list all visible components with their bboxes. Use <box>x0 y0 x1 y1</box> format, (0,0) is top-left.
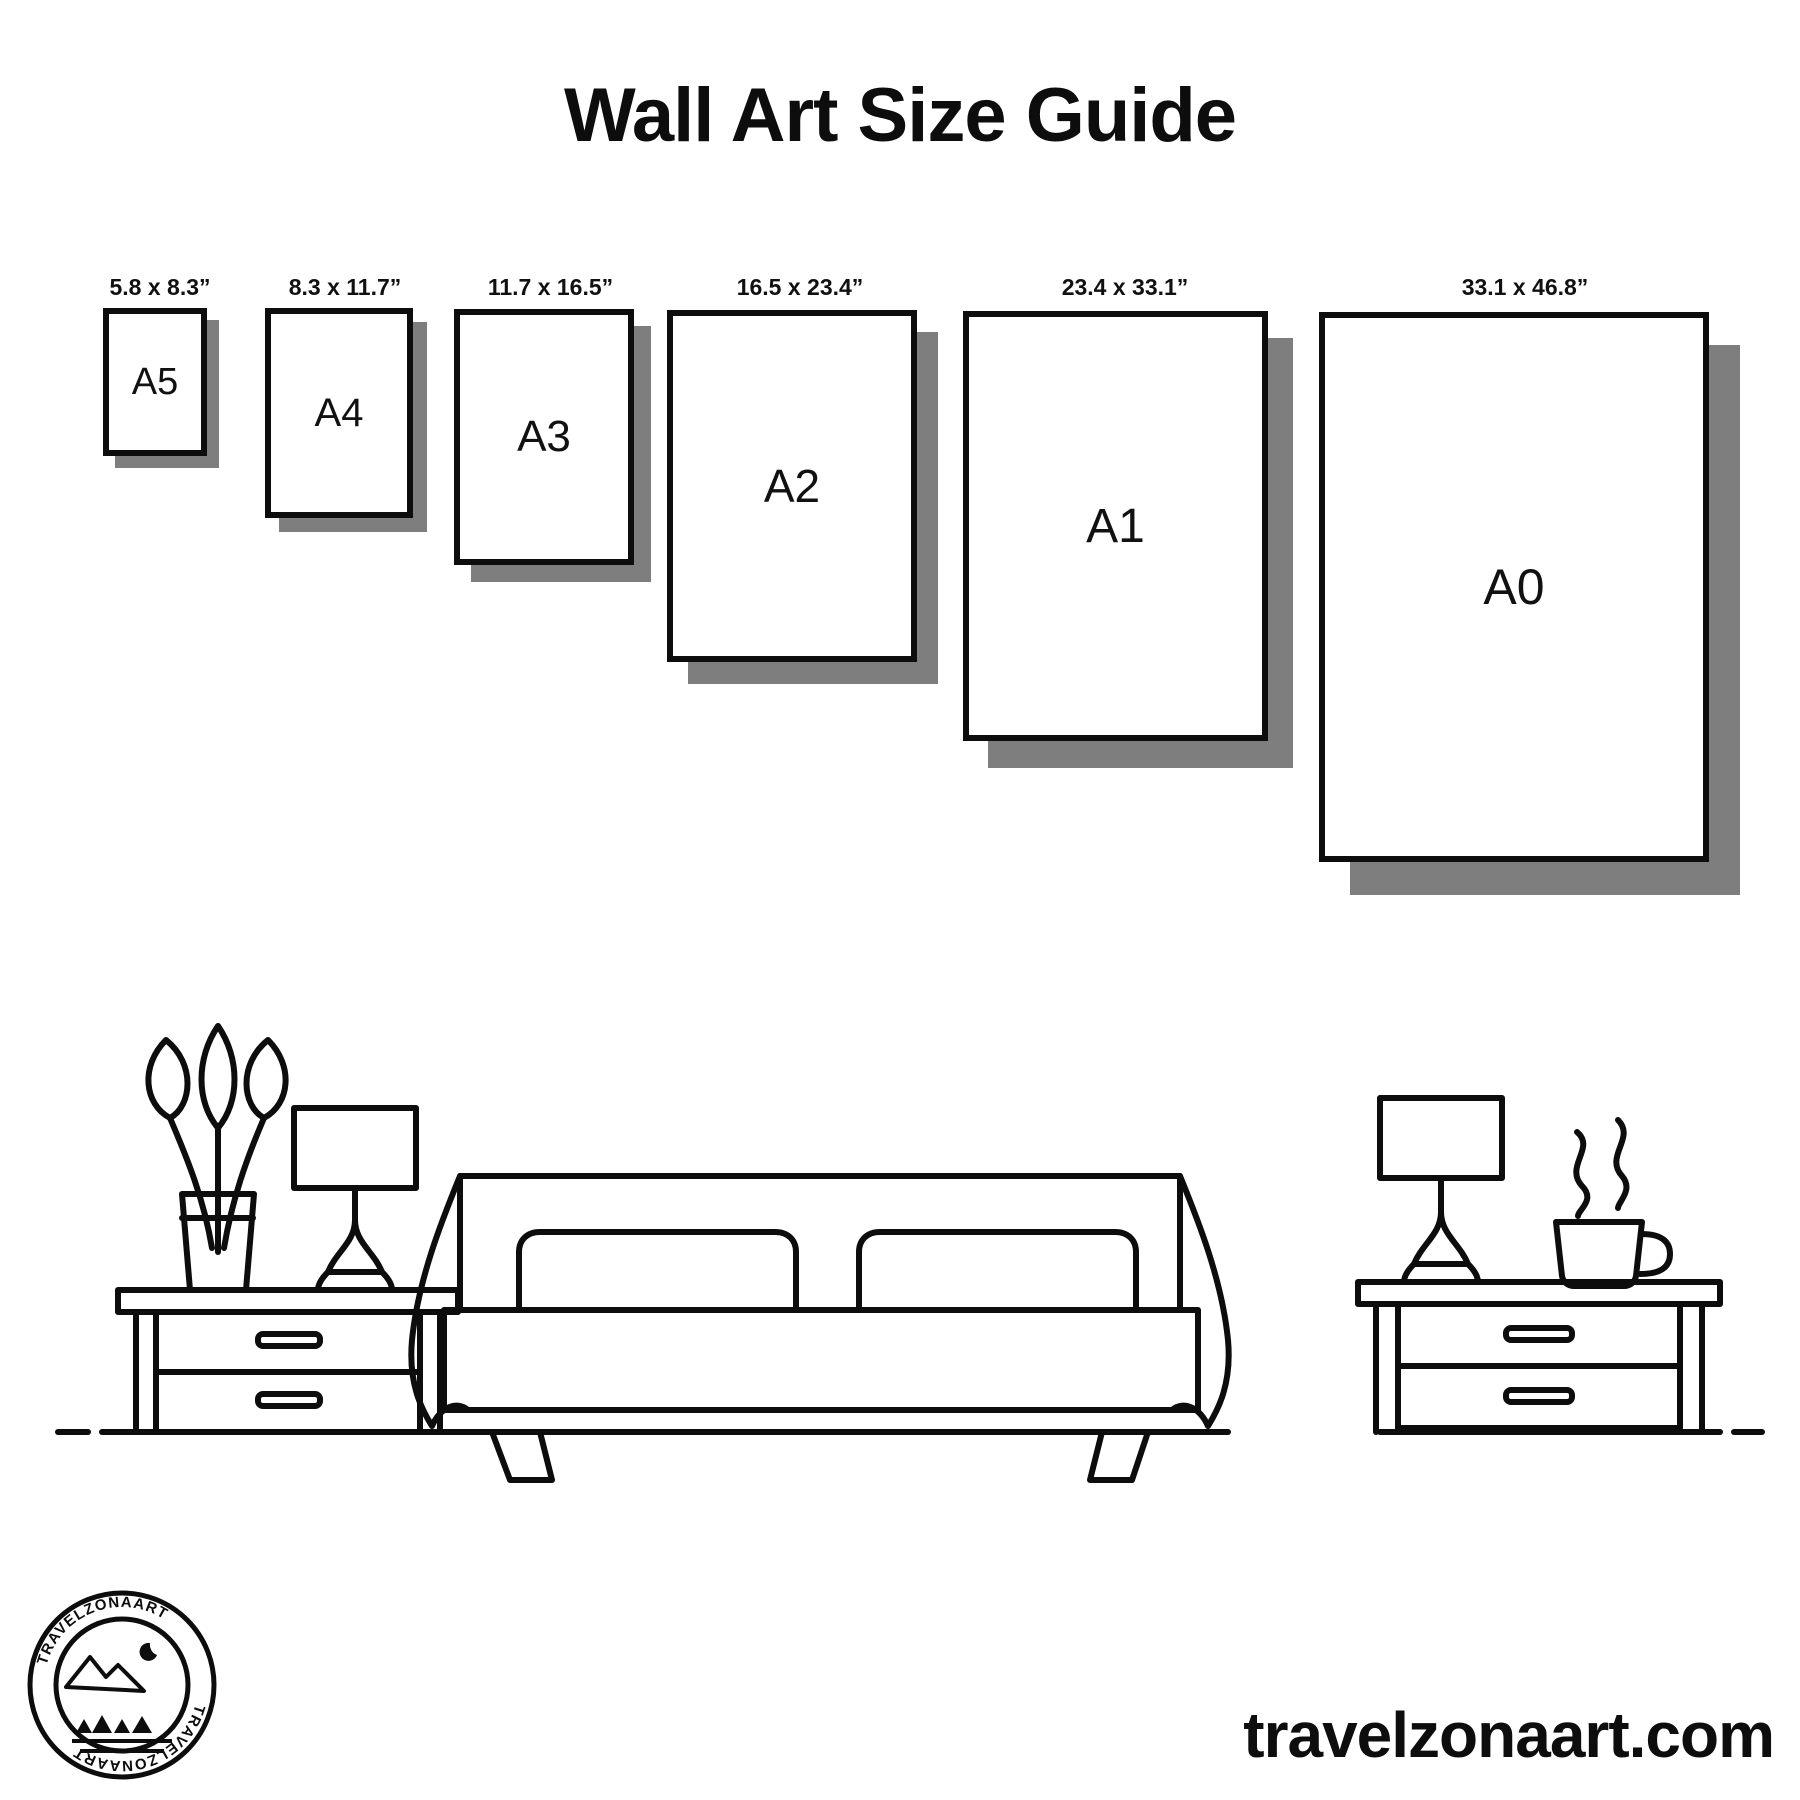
bedroom-furniture-illustration <box>40 980 1770 1520</box>
frame-group-a4 <box>255 274 435 550</box>
frame-box-a4 <box>265 308 413 518</box>
frame-dimensions-a5: 5.8 x 8.3” <box>109 274 211 300</box>
frame-name-a2: A2 <box>763 460 821 512</box>
frame-name-a4: A4 <box>314 390 364 435</box>
frame-group-a5 <box>95 274 225 490</box>
coffee-cup-icon <box>1556 1120 1670 1286</box>
logo-text-bottom: TRAVELZONAART <box>70 1702 209 1775</box>
table-lamp-left-icon <box>294 1108 416 1290</box>
table-lamp-right-icon <box>1380 1098 1502 1282</box>
frame-group-a0 <box>1305 274 1745 910</box>
vase-with-plant-icon <box>148 1026 285 1290</box>
frame-name-a0: A0 <box>1483 559 1545 615</box>
nightstand-right-icon <box>1358 1282 1720 1432</box>
frame-group-a2 <box>655 274 945 700</box>
brand-logo <box>22 1585 222 1785</box>
frame-box-a3 <box>454 309 634 565</box>
frame-box-a2 <box>667 310 917 662</box>
frame-name-a3: A3 <box>517 412 571 461</box>
logo-text-top: TRAVELZONAART <box>33 1593 172 1667</box>
website-url: travelzonaart.com <box>1243 1699 1774 1771</box>
frame-box-a5 <box>103 308 207 456</box>
frame-group-a1 <box>950 274 1300 780</box>
frame-name-a1: A1 <box>1086 499 1145 553</box>
frame-group-a3 <box>443 274 658 600</box>
frame-dimensions-a2: 16.5 x 23.4” <box>736 274 864 300</box>
svg-text:TRAVELZONAART <box>70 1703 208 1775</box>
frame-size-row <box>0 274 1800 1030</box>
frame-dimensions-a1: 23.4 x 33.1” <box>1061 274 1189 300</box>
frame-dimensions-a0: 33.1 x 46.8” <box>1461 274 1589 300</box>
frame-name-a5: A5 <box>131 360 179 403</box>
frame-box-a0 <box>1319 312 1709 862</box>
frame-dimensions-a4: 8.3 x 11.7” <box>288 274 402 300</box>
frame-dimensions-a3: 11.7 x 16.5” <box>487 274 614 300</box>
nightstand-left-icon <box>118 1290 458 1432</box>
page-title: Wall Art Size Guide <box>563 73 1237 158</box>
bed-icon <box>411 1176 1228 1480</box>
frame-box-a1 <box>963 311 1268 741</box>
